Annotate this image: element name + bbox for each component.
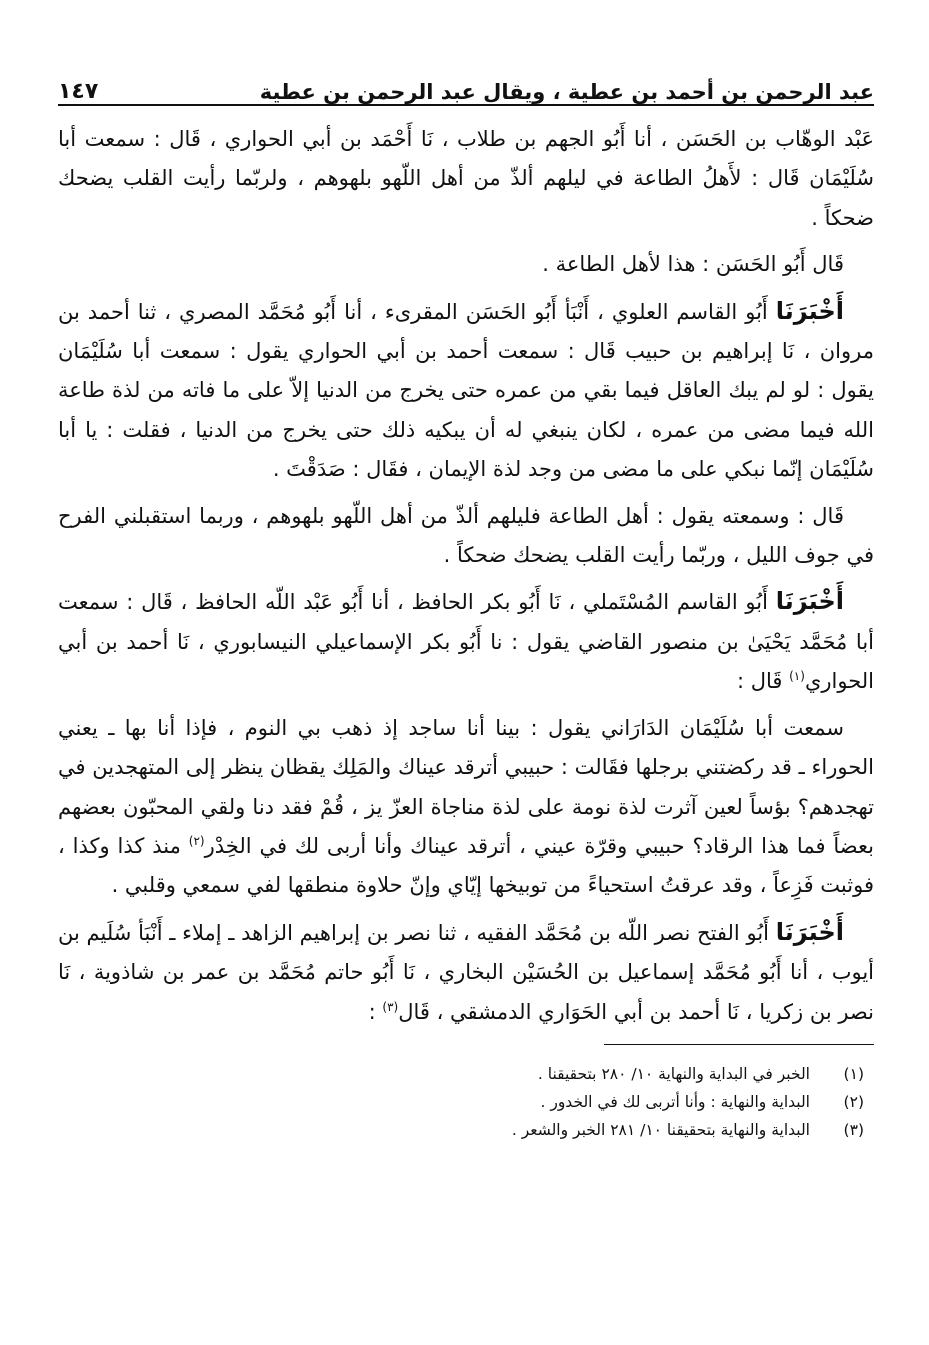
footnote-divider <box>604 1044 874 1045</box>
book-page <box>58 60 874 1145</box>
akhbarana-lead: أَخْبَرَنَا <box>775 587 844 616</box>
page-number: ١٤٧ <box>58 79 99 104</box>
running-title: عبد الرحمن بن أحمد بن عطية ، ويقال عبد الرحمن بن عطية <box>259 80 874 104</box>
paragraph-tail: : <box>368 999 383 1024</box>
paragraph-3 <box>58 292 874 490</box>
akhbarana-lead: أَخْبَرَنَا <box>775 296 844 325</box>
main-text <box>58 120 874 1032</box>
paragraph-7 <box>58 913 874 1032</box>
paragraph-tail: قَال : <box>736 669 790 694</box>
paragraph-text: قَال : وسمعته يقول : أهل الطاعة فليلهم ألذّ من أهل اللّهو بلهوهم ، وربما استقبلني الفرح في جوف الليل ، وربّما رأيت القلب يضحك ضحكاً . <box>58 503 874 568</box>
paragraph-5 <box>58 582 874 701</box>
footnote-ref-1[interactable]: (١) <box>789 669 805 684</box>
paragraph-4 <box>58 497 874 576</box>
paragraph-text: سمعت أبا سُلَيْمَان الدَارَاني يقول : بينا أنا ساجد إذ ذهب بي النوم ، فإذا أنا بها ـ يعني الحوراء ـ قد ركضتني برجلها فقَالت : حبيبي أترقد عيناك والمَلِك يقظان ينظر إلى المتهجدين في تهجدهم؟ بؤساً لعين آثرت لذة نومة على لذة مناجاة العزّ يز ، قُمْ فقد دنا ولقي المحبّون بعضهم بعضاً فما هذا الرقاد؟ حبيبي وقرّة عيني ، أترقد عيناك وأنا أربى لك في الخِدْر <box>58 715 874 858</box>
paragraph-1 <box>58 120 874 238</box>
paragraph-text: أَبُو الفتح نصر اللّه بن مُحَمَّد الفقيه ، ثنا نصر بن إبراهيم الزاهد ـ إملاء ـ أَنْبَأ سُلَيم بن أيوب ، أنا أَبُو مُحَمَّد إسماعيل بن الحُسَيْن البخاري ، نَا أَبُو حاتم مُحَمَّد بن عمر بن شاذوية ، نَا نصر بن زكريا ، نَا أحمد بن أبي الحَوَاري الدمشقي ، قَال <box>58 920 874 1024</box>
paragraph-text: قَال أَبُو الحَسَن : هذا لأهل الطاعة . <box>542 252 844 277</box>
paragraph-text: أَبُو القاسم المُسْتَملي ، نَا أَبُو بكر الحافظ ، أنا أَبُو عَبْد اللّه الحافظ ، قَال : سمعت أبا مُحَمَّد يَحْيَىٰ بن منصور القاضي يقول : نا أَبُو بكر الإسماعيلي النيسابوري ، نَا أحمد بن أبي الحواري <box>58 590 874 694</box>
footnote-number: (١) <box>843 1064 864 1083</box>
footnotes <box>58 1061 874 1143</box>
footnote-1 <box>58 1061 874 1087</box>
paragraph-text: عَبْد الوهّاب بن الحَسَن ، أنا أَبُو الجهم بن طلاب ، نَا أَحْمَد بن أبي الحواري ، قَال : سمعت أبا سُلَيْمَان قَال : لأَهلُ الطاعة في ليلهم ألذّ من أهل اللّهو بلهوهم ، ولربّما رأيت القلب يضحك ضحكاً . <box>58 127 874 230</box>
paragraph-text: أَبُو القاسم العلوي ، أَنْبَأ أَبُو الحَسَن المقرىء ، أنا أَبُو مُحَمَّد المصري ، ثنا أحمد بن مروان ، نَا إبراهيم بن حبيب قَال : سمعت أحمد بن أبي الحواري يقول : سمعت أبا سُلَيْمَان يقول : لو لم يبك العاقل فيما بقي من عمره حتى يخرج من الدنيا إلاّ على ما فاته من لذة طاعة الله فيما مضى من عمره ، لكان ينبغي له أن يبكيه ذلك حتى يخرج من الدنيا ، فقلت : يا أبا سُلَيْمَان إنّما نبكي على ما مضى من وجد لذة الإيمان ، فقَال : صَدَقْتَ . <box>58 299 874 482</box>
footnote-2 <box>58 1089 874 1115</box>
footnote-text: الخبر في البداية والنهاية ١٠/ ٢٨٠ بتحقيقنا . <box>537 1064 810 1083</box>
footnote-3 <box>58 1117 874 1143</box>
footnote-ref-2[interactable]: (٢) <box>188 833 205 848</box>
footnote-number: (٢) <box>843 1092 864 1111</box>
paragraph-2 <box>58 245 874 284</box>
akhbarana-lead: أَخْبَرَنَا <box>775 917 844 946</box>
footnote-number: (٣) <box>843 1120 864 1139</box>
footnote-text: البداية والنهاية : وأنا أتربى لك في الخدور . <box>540 1092 810 1111</box>
paragraph-6 <box>58 709 874 906</box>
footnote-ref-3[interactable]: (٣) <box>382 999 399 1014</box>
paragraph-tail: منذ كذا وكذا ، فوثبت فَزِعاً ، وقد عرقتُ استحياءً من توبيخها إيّاي وإنّ حلاوة منطقها لفي سمعي وقلبي . <box>58 833 874 898</box>
footnote-text: البداية والنهاية بتحقيقنا ١٠/ ٢٨١ الخبر والشعر . <box>511 1120 810 1139</box>
running-header <box>58 60 874 106</box>
